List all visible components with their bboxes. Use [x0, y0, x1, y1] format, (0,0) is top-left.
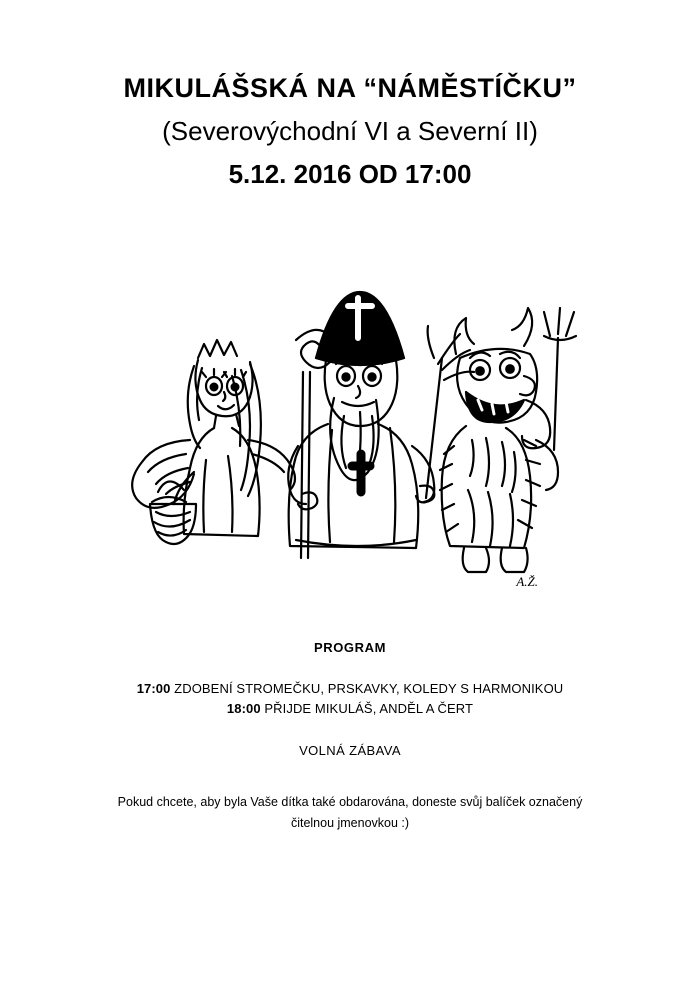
angel-figure — [132, 340, 295, 544]
program-item-list — [0, 679, 700, 719]
program-item-text: PŘIJDE MIKULÁŠ, ANDĚL A ČERT — [264, 701, 474, 717]
gift-note-line-2: čitelnou jmenovkou :) — [290, 815, 410, 830]
free-entertainment-label: VOLNÁ ZÁBAVA — [299, 743, 401, 759]
pitchfork — [544, 308, 576, 450]
devil-figure — [440, 308, 558, 572]
birch-switch — [426, 326, 474, 498]
page-subtitle: (Severovýchodní VI a Severní II) — [162, 115, 538, 146]
event-date: 5.12. 2016 OD 17:00 — [228, 158, 472, 189]
gift-note-line-1: Pokud chcete, aby byla Vaše dítka také obdarována, doneste svůj balíček označený — [117, 795, 583, 810]
gift-note — [80, 792, 620, 833]
program-item-time: 17:00 — [136, 681, 171, 696]
illustration-angel-nicholas-devil — [120, 240, 580, 600]
program-heading: PROGRAM — [313, 640, 387, 655]
poster-heading — [0, 72, 700, 191]
list-item — [0, 679, 700, 699]
list-item — [0, 699, 700, 719]
program-item-text: ZDOBENÍ STROMEČKU, PRSKAVKY, KOLEDY S HARMONIKOU — [174, 681, 564, 696]
illustration-drawing — [120, 240, 580, 600]
program-item-time: 18:00 — [226, 701, 261, 717]
page-title: MIKULÁŠSKÁ NA “NÁMĚSTÍČKU” — [123, 73, 577, 103]
program-section — [0, 640, 700, 834]
artist-signature: A.Ž. — [516, 574, 538, 589]
